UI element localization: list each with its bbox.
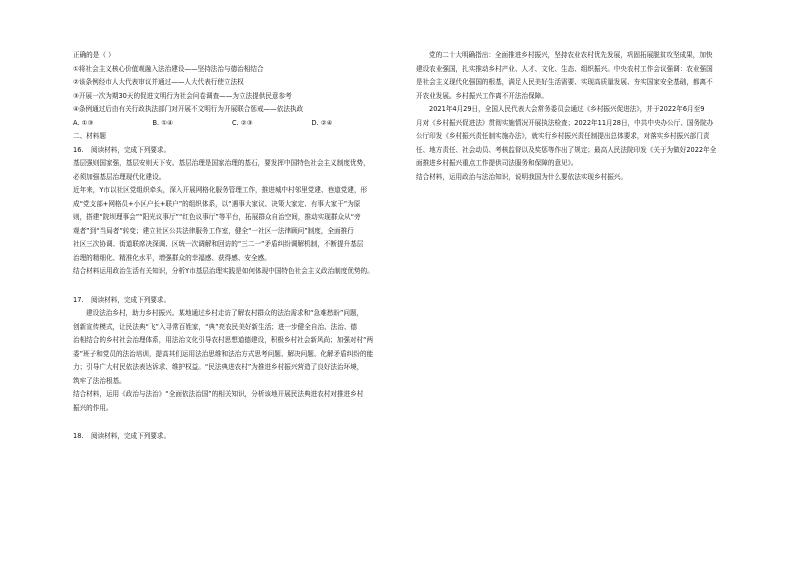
- q16-task: 结合材料运用政治生活有关知识，分析Y市基层治理实践是如何体现中国特色社会主义政治制度优势的。: [73, 267, 374, 275]
- q15-options: [73, 117, 391, 131]
- q16-header: [73, 144, 391, 158]
- q15-option-c[interactable]: C. ②③: [232, 118, 253, 127]
- q18-header: [73, 430, 391, 444]
- q18-para2-line-5: 面推进乡村振兴重点工作提供司法服务和保障的意见》。: [416, 159, 578, 167]
- q16-number: 16.: [73, 145, 84, 154]
- q17-task-line-2: 振兴的作用。: [73, 403, 113, 412]
- q17-prompt: 阅读材料，完成下列要求。: [91, 295, 171, 304]
- q16-line-3: 近年来，Y市以社区党组织牵头，深入开展网格化服务管理工作，推进城中村邻里党建、巷道党建，形: [73, 186, 368, 194]
- q17-line-2: 创新宣传模式，让民法典“飞”入寻常百姓家，“典”亮农民美好新生活；进一步健全自治、法治、德: [73, 322, 358, 331]
- q18-para1-line-4: 开农业发展。乡村振兴工作离不开法治保障。: [416, 91, 548, 100]
- q18-number: 18.: [73, 432, 84, 440]
- q18-task: 结合材料，运用政治与法治知识，说明我国为什么要依法实现乡村振兴。: [416, 172, 627, 181]
- q16-line-8: 治理的精细化、精准化水平，增强群众的幸福感、获得感、安全感。: [73, 253, 271, 262]
- q15-item-3: ③开展一次为期30天的促进文明行为社会问卷调查——为立法提供民意参考: [73, 91, 292, 100]
- q17-line-4: 委”班子和党员的法治培训，提高其们运用法治思维和法治方式思考问题、解决问题、化解矛盾纠纷的能: [73, 349, 374, 358]
- q18-prompt: 阅读材料，完成下列要求。: [91, 432, 171, 440]
- q17-header: [73, 294, 391, 308]
- q15-stem: 正确的是（ ）: [73, 51, 115, 59]
- q15-option-b[interactable]: B. ①④: [152, 118, 174, 127]
- q16-line-4: 成“党支部+网格员+小区户长+联户”的组织体系，以“遇事大家议、决策大家定、有事大家干”为原: [73, 199, 361, 208]
- q16-line-1: 基层强则国家强，基层安则天下安。基层治理是国家治理的基石，要发挥中国特色社会主义制度优势，: [73, 159, 370, 167]
- q17-line-1: 建设法治乡村，助力乡村振兴。某地通过乡村走访了解农村群众的法治需求和“急难愁盼”问题，: [86, 309, 364, 317]
- q17-number: 17.: [73, 295, 84, 304]
- q17-line-6: 筑牢了法治根基。: [73, 376, 126, 385]
- q16-prompt: 阅读材料，完成下列要求。: [91, 145, 171, 154]
- q16-line-2: 必须加强基层治理现代化建设。: [73, 172, 166, 181]
- q18-para1-line-3: 是社会主义现代化强国的根基，满足人民美好生活需要、实现高质量发展、夯实国家安全基础，都离不: [416, 78, 713, 86]
- section-title: 二、材料题: [73, 132, 106, 140]
- right-column: [416, 49, 734, 184]
- q15-option-d[interactable]: D. ②④: [311, 118, 333, 127]
- q18-para2-line-1: 2021年4月29日，全国人民代表大会常务委员会通过《乡村振兴促进法》，并于2022年6月至9: [429, 105, 705, 113]
- q17-task-line-1: 结合材料，运用《政治与法治》“全面依法治国”的相关知识，分析该地开展民法典进农村对推进乡村: [73, 390, 364, 398]
- q17-line-5: 力；引导广大村民依法表达诉求、维护权益。“民法典进农村”为推进乡村振兴营造了良好法治环境，: [73, 363, 364, 371]
- q15-item-4: ④条例通过后由有关行政执法部门对开展不文明行为开展联合惩戒——依法执政: [73, 105, 304, 113]
- q18-para2-line-2: 月对《乡村振兴促进法》贯彻实施情况开展执法检查；2022年11月28日，中共中央办公厅、国务院办: [416, 118, 714, 127]
- q18-para1-line-1: 党的二十大明确指出：全面推进乡村振兴，坚持农业农村优先发展，巩固拓展脱贫攻坚成果，加快: [429, 51, 713, 59]
- q18-para1-line-2: 建设农业强国，扎实推动乡村产业、人才、文化、生态、组织振兴。中央农村工作会议强调：农业强国: [416, 64, 713, 73]
- q18-para2-line-4: 任、地方责任、社会动员、考核监督以及奖惩等作出了规定；最高人民法院印发《关于为做好2022年全: [416, 145, 717, 154]
- spacer: [73, 415, 391, 430]
- spacer: [73, 279, 391, 294]
- q15-option-a[interactable]: A. ①③: [73, 118, 94, 127]
- q18-para2-line-3: 公厅印发《乡村振兴责任制实施办法》，就实行乡村振兴责任制提出总体要求，对落实乡村振兴部门责: [416, 132, 710, 140]
- left-column: [73, 49, 391, 444]
- q16-line-7: 社区三次协调、街道联席决深调、区统一次调解和回访的“三二一”矛盾纠纷调解机制，不断提升基层: [73, 240, 364, 248]
- q17-line-3: 治相结合的乡村社会治理体系，用法治文化引导农村思想道德建设，积极乡村社会新风尚；加强对村“两: [73, 336, 374, 344]
- q15-item-2: ②该条例经市人大代表审议并通过——人大代表行使立法权: [73, 78, 244, 86]
- q16-line-6: 观者”到“当局者”转变；建立社区公共法律服务工作室，健全“一社区一法律顾问”制度，全面推行: [73, 226, 354, 235]
- q16-line-5: 则，搭建“院坝理事会”“阳光议事厅”“红色议事厅”等平台，拓展群众自治空间，推动实现群众从“旁: [73, 213, 361, 221]
- q15-item-1: ①将社会主义核心价值观融入法治建设——坚持法治与德治相结合: [73, 64, 264, 73]
